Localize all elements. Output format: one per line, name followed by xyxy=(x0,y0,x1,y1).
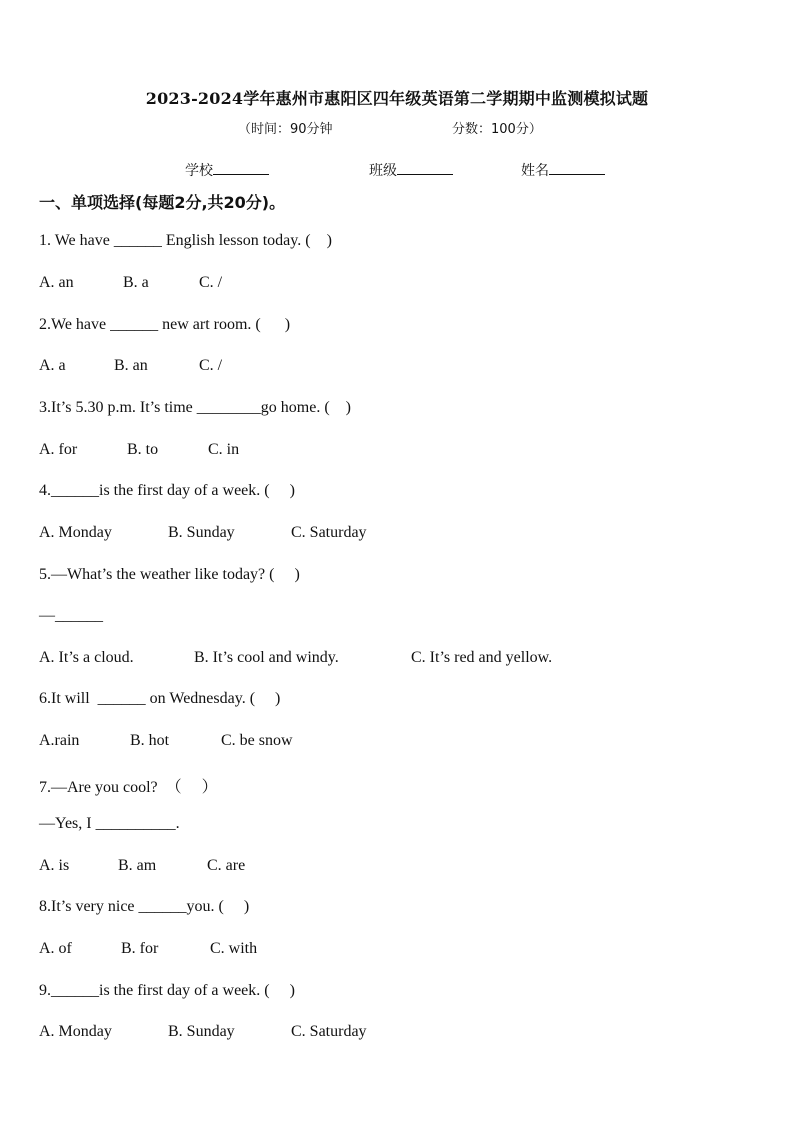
option-c: C. be snow xyxy=(221,732,293,749)
option-a: A. Monday xyxy=(39,524,112,541)
option-b: B. It’s cool and windy. xyxy=(194,649,339,666)
option-a: A. an xyxy=(39,274,74,291)
name-blank[interactable] xyxy=(549,160,605,175)
question-stem: 2.We have ______ new art room. ( ) xyxy=(39,316,291,333)
option-c: C. It’s red and yellow. xyxy=(411,649,553,666)
option-c: C. / xyxy=(199,357,223,374)
option-b: B. hot xyxy=(130,732,170,749)
school-label: 学校 xyxy=(185,163,213,179)
name-field xyxy=(521,160,605,180)
option-c: C. with xyxy=(210,940,258,957)
option-b: B. for xyxy=(121,940,159,957)
option-b: B. am xyxy=(118,857,157,874)
school-field xyxy=(185,160,269,180)
question-stem: 6.It will ______ on Wednesday. ( ) xyxy=(39,690,281,707)
option-a: A.rain xyxy=(39,732,80,749)
option-a: A. for xyxy=(39,441,78,458)
option-a: A. of xyxy=(39,940,72,957)
question-stem: 4.______is the first day of a week. ( ) xyxy=(39,482,295,499)
question-stem: 7.—Are you cool? （ ） xyxy=(39,779,218,796)
class-field xyxy=(369,160,453,180)
option-b: B. Sunday xyxy=(168,1023,235,1040)
question-answer-line: —Yes, I __________. xyxy=(39,815,180,832)
school-blank[interactable] xyxy=(213,160,269,175)
option-a: A. is xyxy=(39,857,70,874)
option-b: B. an xyxy=(114,357,148,374)
exam-time: （时间：90分钟 xyxy=(238,122,333,137)
option-c: C. Saturday xyxy=(291,524,367,541)
question-stem: 8.It’s very nice ______you. ( ) xyxy=(39,898,250,915)
option-c: C. / xyxy=(199,274,223,291)
class-label: 班级 xyxy=(369,163,397,179)
question-answer-line: —______ xyxy=(39,607,103,624)
question-stem: 5.—What’s the weather like today? ( ) xyxy=(39,566,300,583)
name-label: 姓名 xyxy=(521,163,549,179)
exam-title: 2023-2024学年惠州市惠阳区四年级英语第二学期期中监测模拟试题 xyxy=(145,89,649,108)
option-a: A. Monday xyxy=(39,1023,112,1040)
option-c: C. Saturday xyxy=(291,1023,367,1040)
question-stem: 3.It’s 5.30 p.m. It’s time ________go home. ( ) xyxy=(39,399,351,416)
exam-score: 分数：100分） xyxy=(452,122,542,137)
option-c: C. in xyxy=(208,441,240,458)
option-b: B. to xyxy=(127,441,159,458)
option-a: A. It’s a cloud. xyxy=(39,649,134,666)
option-b: B. a xyxy=(123,274,149,291)
section-heading: 一、单项选择(每题2分,共20分)。 xyxy=(39,193,286,212)
class-blank[interactable] xyxy=(397,160,453,175)
question-stem: 1. We have ______ English lesson today. ( ) xyxy=(39,232,332,249)
option-a: A. a xyxy=(39,357,66,374)
option-c: C. are xyxy=(207,857,246,874)
option-b: B. Sunday xyxy=(168,524,235,541)
question-stem: 9.______is the first day of a week. ( ) xyxy=(39,982,295,999)
